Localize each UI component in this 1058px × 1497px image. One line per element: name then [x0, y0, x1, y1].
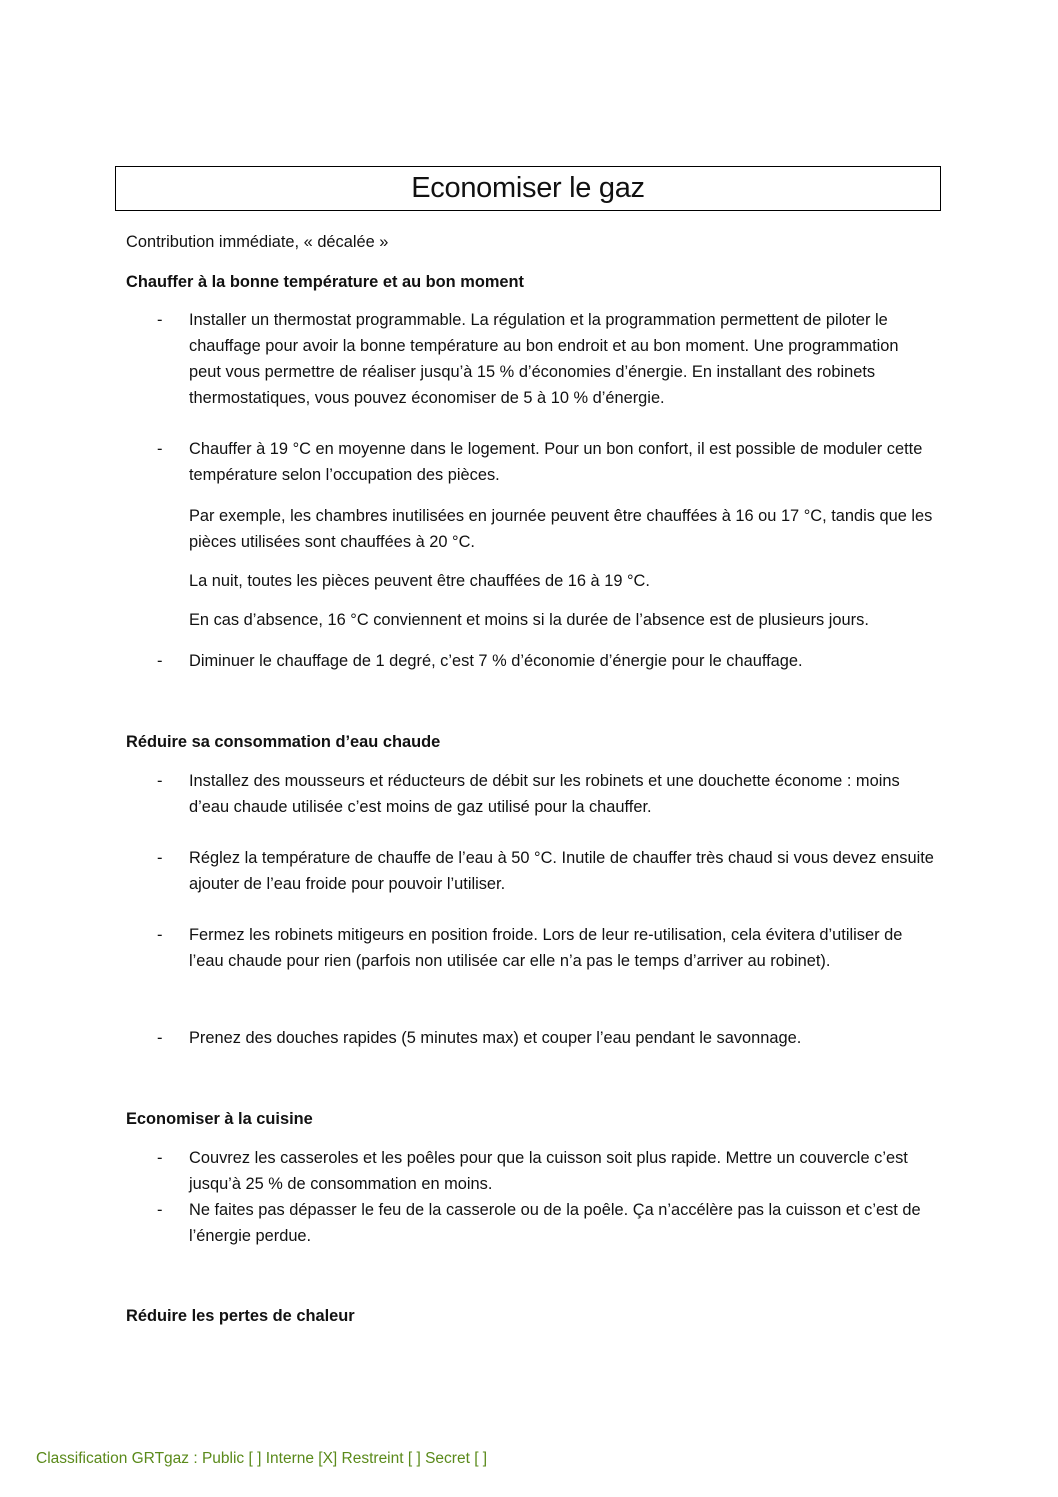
- list-item: Diminuer le chauffage de 1 degré, c’est 7 % d’économie d’énergie pour le chauffage.: [189, 652, 803, 670]
- list-item: Chauffer à 19 °C en moyenne dans le logement. Pour un bon confort, il est possible de moduler cette température selon l’occupation des pièces.: [189, 440, 923, 484]
- list-item: Installez des mousseurs et réducteurs de débit sur les robinets et une douchette économe : moins d’eau chaude utilisée c’est moins de gaz utilisé pour la chauffer.: [189, 772, 900, 816]
- sub-paragraph: La nuit, toutes les pièces peuvent être chauffées de 16 à 19 °C.: [189, 572, 650, 590]
- section-heading-hot-water: Réduire sa consommation d’eau chaude: [126, 733, 441, 751]
- intro-text: Contribution immédiate, « décalée »: [126, 233, 389, 251]
- sub-paragraph: Par exemple, les chambres inutilisées en journée peuvent être chauffées à 16 ou 17 °C, tandis que les pièces utilisées sont chauffées à 20 °C.: [189, 507, 933, 551]
- bullet-dash: -: [157, 311, 163, 329]
- title-box: [115, 166, 941, 211]
- document-title: Economiser le gaz: [411, 172, 645, 204]
- sub-paragraph: En cas d’absence, 16 °C conviennent et moins si la durée de l’absence est de plusieurs jours.: [189, 611, 869, 629]
- bullet-dash: -: [157, 1201, 163, 1219]
- list-item: Installer un thermostat programmable. La régulation et la programmation permettent de piloter le chauffage pour avoir la bonne température au bon endroit et au bon moment. Une programmation peut vous permettre de réaliser jusqu’à 15 % d’économies d’énergie. En installant des robinets thermostatiques, vous pouvez économiser de 5 à 10 % d’énergie.: [189, 311, 899, 407]
- list-item: Réglez la température de chauffe de l’eau à 50 °C. Inutile de chauffer très chaud si vous devez ensuite ajouter de l’eau froide pour pouvoir l’utiliser.: [189, 849, 934, 893]
- bullet-dash: -: [157, 1149, 163, 1167]
- classification-footer: Classification GRTgaz : Public [ ] Interne [X] Restreint [ ] Secret [ ]: [36, 1450, 488, 1467]
- bullet-dash: -: [157, 1029, 163, 1047]
- bullet-dash: -: [157, 440, 163, 458]
- list-item: Couvrez les casseroles et les poêles pour que la cuisson soit plus rapide. Mettre un couvercle c’est jusqu’à 25 % de consommation en moins.: [189, 1149, 908, 1193]
- bullet-dash: -: [157, 926, 163, 944]
- list-item: Ne faites pas dépasser le feu de la casserole ou de la poêle. Ça n’accélère pas la cuisson et c’est de l’énergie perdue.: [189, 1201, 921, 1245]
- section-heading-heat-loss: Réduire les pertes de chaleur: [126, 1307, 355, 1325]
- list-item: Prenez des douches rapides (5 minutes max) et couper l’eau pendant le savonnage.: [189, 1029, 802, 1047]
- bullet-dash: -: [157, 652, 163, 670]
- section-heading-heating: Chauffer à la bonne température et au bon moment: [126, 273, 524, 291]
- bullet-dash: -: [157, 772, 163, 790]
- list-item: Fermez les robinets mitigeurs en position froide. Lors de leur re-utilisation, cela évitera d’utiliser de l’eau chaude pour rien (parfois non utilisée car elle n’a pas le temps d’arriver au robinet).: [189, 926, 903, 970]
- bullet-dash: -: [157, 849, 163, 867]
- section-heading-kitchen: Economiser à la cuisine: [126, 1110, 313, 1128]
